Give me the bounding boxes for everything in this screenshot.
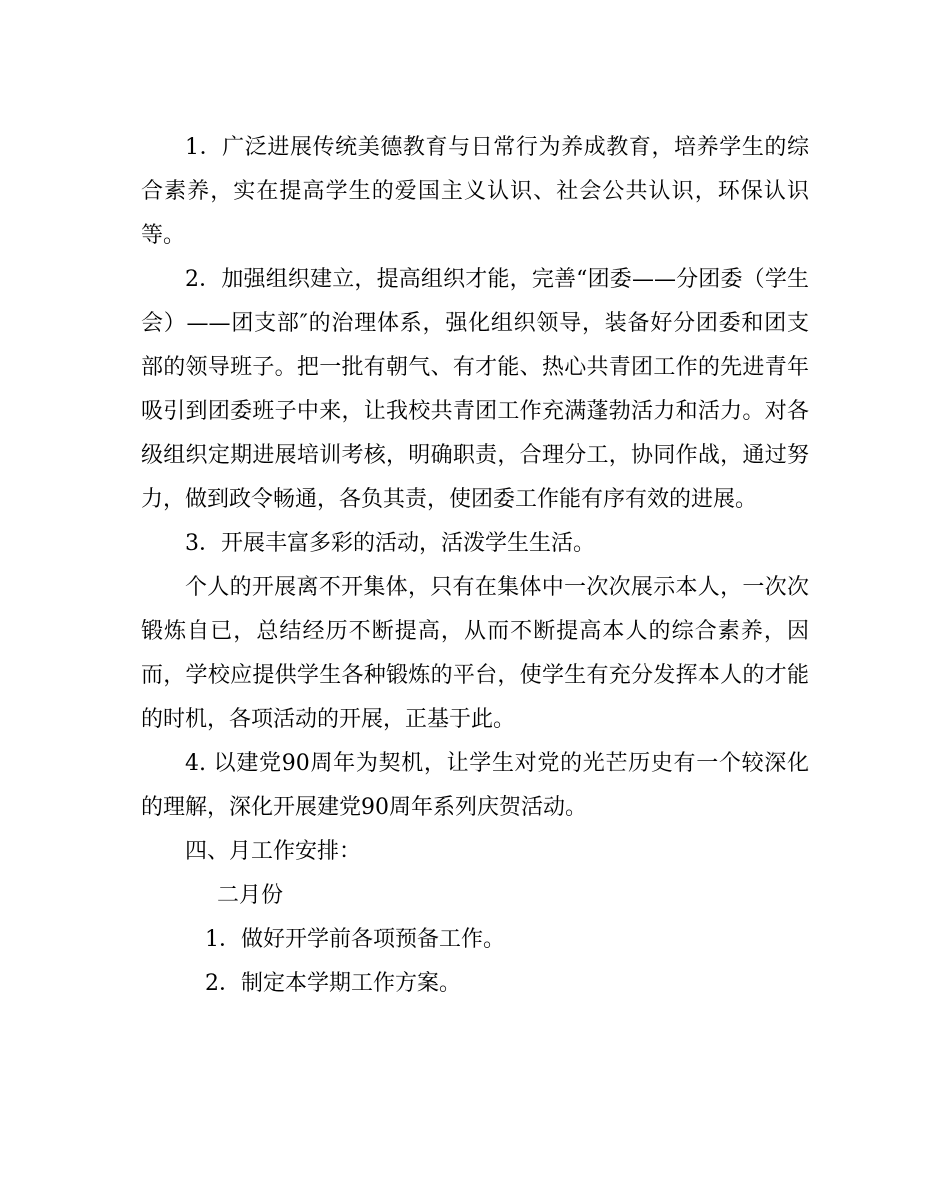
- paragraph-activities: 3．开展丰富多彩的活动，活泼学生生活。: [185, 531, 595, 556]
- month-heading-february: 二月份: [217, 883, 284, 908]
- month-item-work-plan: 2．制定本学期工作方案。: [205, 971, 461, 996]
- paragraph-moral-education: 1．广泛进展传统美德教育与日常行为养成教育，培养学生的综合素养，实在提高学生的爱国主义认识、社会公共认识，环保认识等。: [141, 135, 809, 248]
- document-body: [141, 126, 809, 1006]
- paragraph-organization-building: 2．加强组织建立，提高组织才能，完善“团委——分团委（学生会）——团支部″的治理体系，强化组织领导，装备好分团委和团支部的领导班子。把一批有朝气、有才能、热心共青团工作的先进青年吸引到团委班子中来，让我校共青团工作充满蓬勃活力和活力。对各级组织定期进展培训考核，明确职责，合理分工，协同作战，通过努力，做到政令畅通，各负其责，使团委工作能有序有效的进展。: [141, 267, 809, 512]
- section-heading-monthly-plan: 四、月工作安排：: [185, 839, 362, 864]
- paragraph-party-anniversary: 4. 以建党90周年为契机，让学生对党的光芒历史有一个较深化的理解，深化开展建党90周年系列庆贺活动。: [141, 751, 809, 820]
- month-item-preparation: 1．做好开学前各项预备工作。: [205, 927, 505, 952]
- paragraph-collective: 个人的开展离不开集体，只有在集体中一次次展示本人，一次次锻炼自已，总结经历不断提高，从而不断提高本人的综合素养，因而，学校应提供学生各种锻炼的平台，使学生有充分发挥本人的才能的时机，各项活动的开展，正基于此。: [141, 575, 809, 732]
